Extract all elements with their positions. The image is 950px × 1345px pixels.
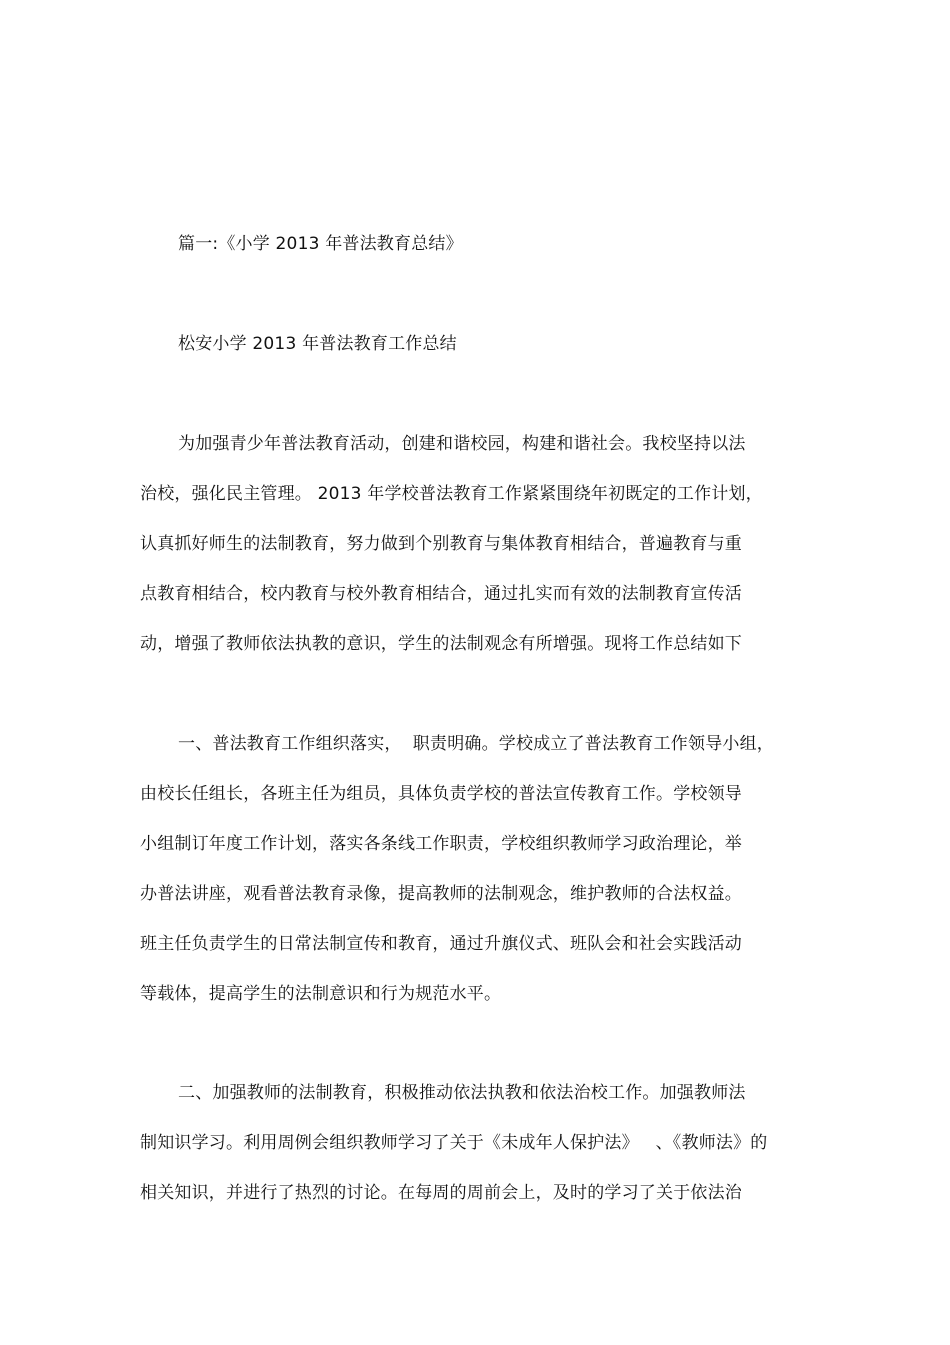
document-heading: 篇一:《小学 2013 年普法教育总结》 <box>178 234 463 254</box>
document-subtitle: 松安小学 2013 年普法教育工作总结 <box>178 334 457 354</box>
paragraph1-line: 治校，强化民主管理。 2013 年学校普法教育工作紧紧围绕年初既定的工作计划， <box>140 484 763 504</box>
paragraph1-line: 点教育相结合，校内教育与校外教育相结合，通过扎实而有效的法制教育宣传活 <box>140 584 742 604</box>
paragraph2-line: 一、普法教育工作组织落实， 职责明确。学校成立了普法教育工作领导小组， <box>178 734 775 754</box>
paragraph1-line: 动，增强了教师依法执教的意识，学生的法制观念有所增强。现将工作总结如下 <box>140 634 742 654</box>
paragraph2-line: 班主任负责学生的日常法制宣传和教育，通过升旗仪式、班队会和社会实践活动 <box>140 934 742 954</box>
paragraph1-line: 为加强青少年普法教育活动，创建和谐校园，构建和谐社会。我校坚持以法 <box>178 434 746 454</box>
paragraph2-line: 小组制订年度工作计划，落实各条线工作职责，学校组织教师学习政治理论，举 <box>140 834 742 854</box>
paragraph3-line: 相关知识，并进行了热烈的讨论。在每周的周前会上，及时的学习了关于依法治 <box>140 1183 742 1203</box>
paragraph3-line: 二、加强教师的法制教育，积极推动依法执教和依法治校工作。加强教师法 <box>178 1083 746 1103</box>
paragraph3-line: 制知识学习。利用周例会组织教师学习了关于《未成年人保护法》 、《教师法》的 <box>140 1133 768 1153</box>
paragraph1-line: 认真抓好师生的法制教育，努力做到个别教育与集体教育相结合，普遍教育与重 <box>140 534 742 554</box>
paragraph2-line: 等载体，提高学生的法制意识和行为规范水平。 <box>140 984 502 1004</box>
paragraph2-line: 办普法讲座，观看普法教育录像，提高教师的法制观念，维护教师的合法权益。 <box>140 884 742 904</box>
paragraph2-line: 由校长任组长，各班主任为组员，具体负责学校的普法宣传教育工作。学校领导 <box>140 784 742 804</box>
